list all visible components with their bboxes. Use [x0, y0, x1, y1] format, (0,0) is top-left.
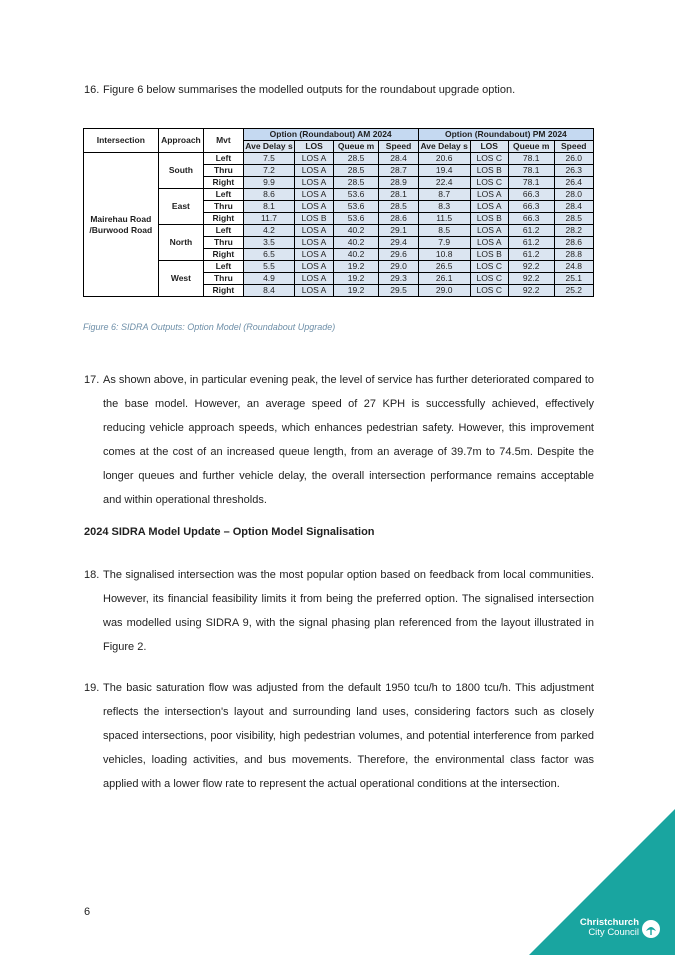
- value-cell: 28.5: [333, 153, 379, 165]
- value-cell: LOS B: [470, 213, 508, 225]
- value-cell: 19.4: [418, 165, 470, 177]
- value-cell: 28.9: [379, 177, 418, 189]
- value-cell: 28.7: [379, 165, 418, 177]
- sidra-results-table: [83, 128, 594, 297]
- value-cell: LOS A: [470, 237, 508, 249]
- value-cell: 92.2: [508, 273, 554, 285]
- header-pm-2024: Option (Roundabout) PM 2024: [418, 129, 593, 141]
- value-cell: 19.2: [333, 285, 379, 297]
- value-cell: 40.2: [333, 237, 379, 249]
- value-cell: LOS B: [470, 249, 508, 261]
- figure-caption: Figure 6: SIDRA Outputs: Option Model (Roundabout Upgrade): [83, 322, 336, 332]
- movement-cell: Right: [204, 249, 243, 261]
- value-cell: 20.6: [418, 153, 470, 165]
- value-cell: 26.3: [554, 165, 594, 177]
- value-cell: 28.5: [379, 201, 418, 213]
- value-cell: 10.8: [418, 249, 470, 261]
- value-cell: 8.4: [243, 285, 295, 297]
- value-cell: 78.1: [508, 165, 554, 177]
- value-cell: 29.5: [379, 285, 418, 297]
- logo-line-2: City Council: [588, 927, 639, 938]
- intersection-name: Mairehau Road /Burwood Road: [84, 153, 159, 297]
- value-cell: 8.3: [418, 201, 470, 213]
- approach-name: West: [158, 261, 204, 297]
- paragraph-number: 16.: [84, 84, 100, 96]
- paragraph-16: [84, 78, 594, 102]
- value-cell: LOS C: [470, 273, 508, 285]
- value-cell: 7.5: [243, 153, 295, 165]
- paragraph-text: The signalised intersection was the most popular option based on feedback from local communities. However, its financial feasibility limits it from being the preferred option. The signalised intersection was modelled using SIDRA 9, with the signal phasing plan referenced from the layout illustrated in Figure 2.: [103, 569, 594, 653]
- paragraph-text: Figure 6 below summarises the modelled outputs for the roundabout upgrade option.: [103, 84, 516, 96]
- paragraph-19: [84, 676, 594, 796]
- paragraph-number: 18.: [84, 569, 100, 581]
- movement-cell: Right: [204, 177, 243, 189]
- value-cell: 3.5: [243, 237, 295, 249]
- value-cell: 9.9: [243, 177, 295, 189]
- value-cell: LOS A: [295, 153, 333, 165]
- paragraph-number: 19.: [84, 682, 100, 694]
- paragraph-text: As shown above, in particular evening peak, the level of service has further deteriorated compared to the base model. However, an average speed of 27 KPH is successfully achieved, effectively reducing vehicle approach speeds, which enhances pedestrian safety. However, this improvement comes at the cost of an increased queue length, from an average of 39.7m to 74.5m. Despite the longer queues and further vehicle delay, the overall intersection performance remains acceptable and within operational thresholds.: [103, 374, 594, 506]
- value-cell: LOS B: [295, 213, 333, 225]
- value-cell: 22.4: [418, 177, 470, 189]
- value-cell: 29.4: [379, 237, 418, 249]
- movement-cell: Thru: [204, 165, 243, 177]
- movement-cell: Right: [204, 285, 243, 297]
- value-cell: 28.4: [379, 153, 418, 165]
- movement-cell: Left: [204, 261, 243, 273]
- value-cell: 19.2: [333, 261, 379, 273]
- value-cell: 28.1: [379, 189, 418, 201]
- value-cell: 29.1: [379, 225, 418, 237]
- table-row: [84, 261, 594, 273]
- value-cell: 26.1: [418, 273, 470, 285]
- value-cell: 4.9: [243, 273, 295, 285]
- movement-cell: Thru: [204, 237, 243, 249]
- value-cell: 29.0: [418, 285, 470, 297]
- value-cell: 29.3: [379, 273, 418, 285]
- value-cell: 66.3: [508, 213, 554, 225]
- value-cell: LOS A: [470, 225, 508, 237]
- header-intersection: Intersection: [84, 129, 159, 153]
- council-logo-icon: [641, 919, 661, 939]
- value-cell: 7.2: [243, 165, 295, 177]
- value-cell: 26.4: [554, 177, 594, 189]
- value-cell: 8.7: [418, 189, 470, 201]
- value-cell: LOS A: [295, 249, 333, 261]
- value-cell: 78.1: [508, 177, 554, 189]
- value-cell: 25.2: [554, 285, 594, 297]
- movement-cell: Thru: [204, 201, 243, 213]
- value-cell: 8.1: [243, 201, 295, 213]
- movement-cell: Thru: [204, 273, 243, 285]
- paragraph-18: [84, 563, 594, 659]
- value-cell: LOS A: [470, 201, 508, 213]
- value-cell: LOS B: [470, 165, 508, 177]
- header-am-delay: Ave Delay s: [243, 141, 295, 153]
- header-approach: Approach: [158, 129, 204, 153]
- value-cell: 4.2: [243, 225, 295, 237]
- value-cell: 26.5: [418, 261, 470, 273]
- value-cell: 28.4: [554, 201, 594, 213]
- table-row: [84, 225, 594, 237]
- header-am-speed: Speed: [379, 141, 418, 153]
- value-cell: 66.3: [508, 189, 554, 201]
- value-cell: 40.2: [333, 249, 379, 261]
- header-am-2024: Option (Roundabout) AM 2024: [243, 129, 418, 141]
- movement-cell: Right: [204, 213, 243, 225]
- value-cell: 61.2: [508, 249, 554, 261]
- logo-line-1: Christchurch: [579, 917, 639, 928]
- value-cell: 61.2: [508, 225, 554, 237]
- value-cell: LOS A: [295, 201, 333, 213]
- header-pm-los: LOS: [470, 141, 508, 153]
- paragraph-number: 17.: [84, 374, 100, 386]
- value-cell: LOS A: [295, 177, 333, 189]
- value-cell: LOS A: [295, 273, 333, 285]
- approach-name: South: [158, 153, 204, 189]
- value-cell: LOS A: [295, 225, 333, 237]
- value-cell: 26.0: [554, 153, 594, 165]
- value-cell: LOS C: [470, 177, 508, 189]
- value-cell: 25.1: [554, 273, 594, 285]
- header-am-los: LOS: [295, 141, 333, 153]
- value-cell: LOS A: [295, 261, 333, 273]
- page-number: 6: [84, 906, 91, 918]
- approach-name: North: [158, 225, 204, 261]
- header-mvt: Mvt: [204, 129, 243, 153]
- value-cell: 6.5: [243, 249, 295, 261]
- value-cell: LOS A: [295, 165, 333, 177]
- value-cell: 8.6: [243, 189, 295, 201]
- value-cell: 40.2: [333, 225, 379, 237]
- value-cell: LOS C: [470, 153, 508, 165]
- value-cell: 28.0: [554, 189, 594, 201]
- value-cell: 28.8: [554, 249, 594, 261]
- value-cell: 29.6: [379, 249, 418, 261]
- value-cell: 28.5: [333, 165, 379, 177]
- value-cell: 11.5: [418, 213, 470, 225]
- header-pm-queue: Queue m: [508, 141, 554, 153]
- header-pm-speed: Speed: [554, 141, 594, 153]
- value-cell: 29.0: [379, 261, 418, 273]
- movement-cell: Left: [204, 225, 243, 237]
- value-cell: LOS C: [470, 261, 508, 273]
- value-cell: 53.6: [333, 201, 379, 213]
- paragraph-text: The basic saturation flow was adjusted from the default 1950 tcu/h to 1800 tcu/h. This adjustment reflects the intersection's layout and surrounding land uses, considering factors such as closely spaced intersections, poor visibility, high pedestrian volumes, and potential interference from parked vehicles, loading activities, and bus movements. Therefore, the environmental class factor was applied with a lower flow rate to represent the actual operational conditions at the intersection.: [103, 682, 594, 790]
- value-cell: 24.8: [554, 261, 594, 273]
- value-cell: 28.5: [554, 213, 594, 225]
- value-cell: 28.6: [554, 237, 594, 249]
- value-cell: 11.7: [243, 213, 295, 225]
- table-row: [84, 189, 594, 201]
- value-cell: LOS A: [295, 189, 333, 201]
- table-row: [84, 153, 594, 165]
- movement-cell: Left: [204, 153, 243, 165]
- value-cell: 5.5: [243, 261, 295, 273]
- value-cell: 28.5: [333, 177, 379, 189]
- value-cell: 92.2: [508, 261, 554, 273]
- value-cell: 8.5: [418, 225, 470, 237]
- value-cell: 61.2: [508, 237, 554, 249]
- value-cell: 53.6: [333, 213, 379, 225]
- value-cell: 66.3: [508, 201, 554, 213]
- paragraph-17: [84, 368, 594, 512]
- value-cell: 92.2: [508, 285, 554, 297]
- header-am-queue: Queue m: [333, 141, 379, 153]
- value-cell: 19.2: [333, 273, 379, 285]
- value-cell: 78.1: [508, 153, 554, 165]
- value-cell: 53.6: [333, 189, 379, 201]
- value-cell: 28.6: [379, 213, 418, 225]
- value-cell: LOS C: [470, 285, 508, 297]
- movement-cell: Left: [204, 189, 243, 201]
- section-heading: 2024 SIDRA Model Update – Option Model Signalisation: [84, 526, 375, 538]
- value-cell: LOS A: [295, 237, 333, 249]
- value-cell: LOS A: [295, 285, 333, 297]
- value-cell: 28.2: [554, 225, 594, 237]
- value-cell: 7.9: [418, 237, 470, 249]
- value-cell: LOS A: [470, 189, 508, 201]
- header-pm-delay: Ave Delay s: [418, 141, 470, 153]
- approach-name: East: [158, 189, 204, 225]
- council-logo-text: [577, 918, 639, 938]
